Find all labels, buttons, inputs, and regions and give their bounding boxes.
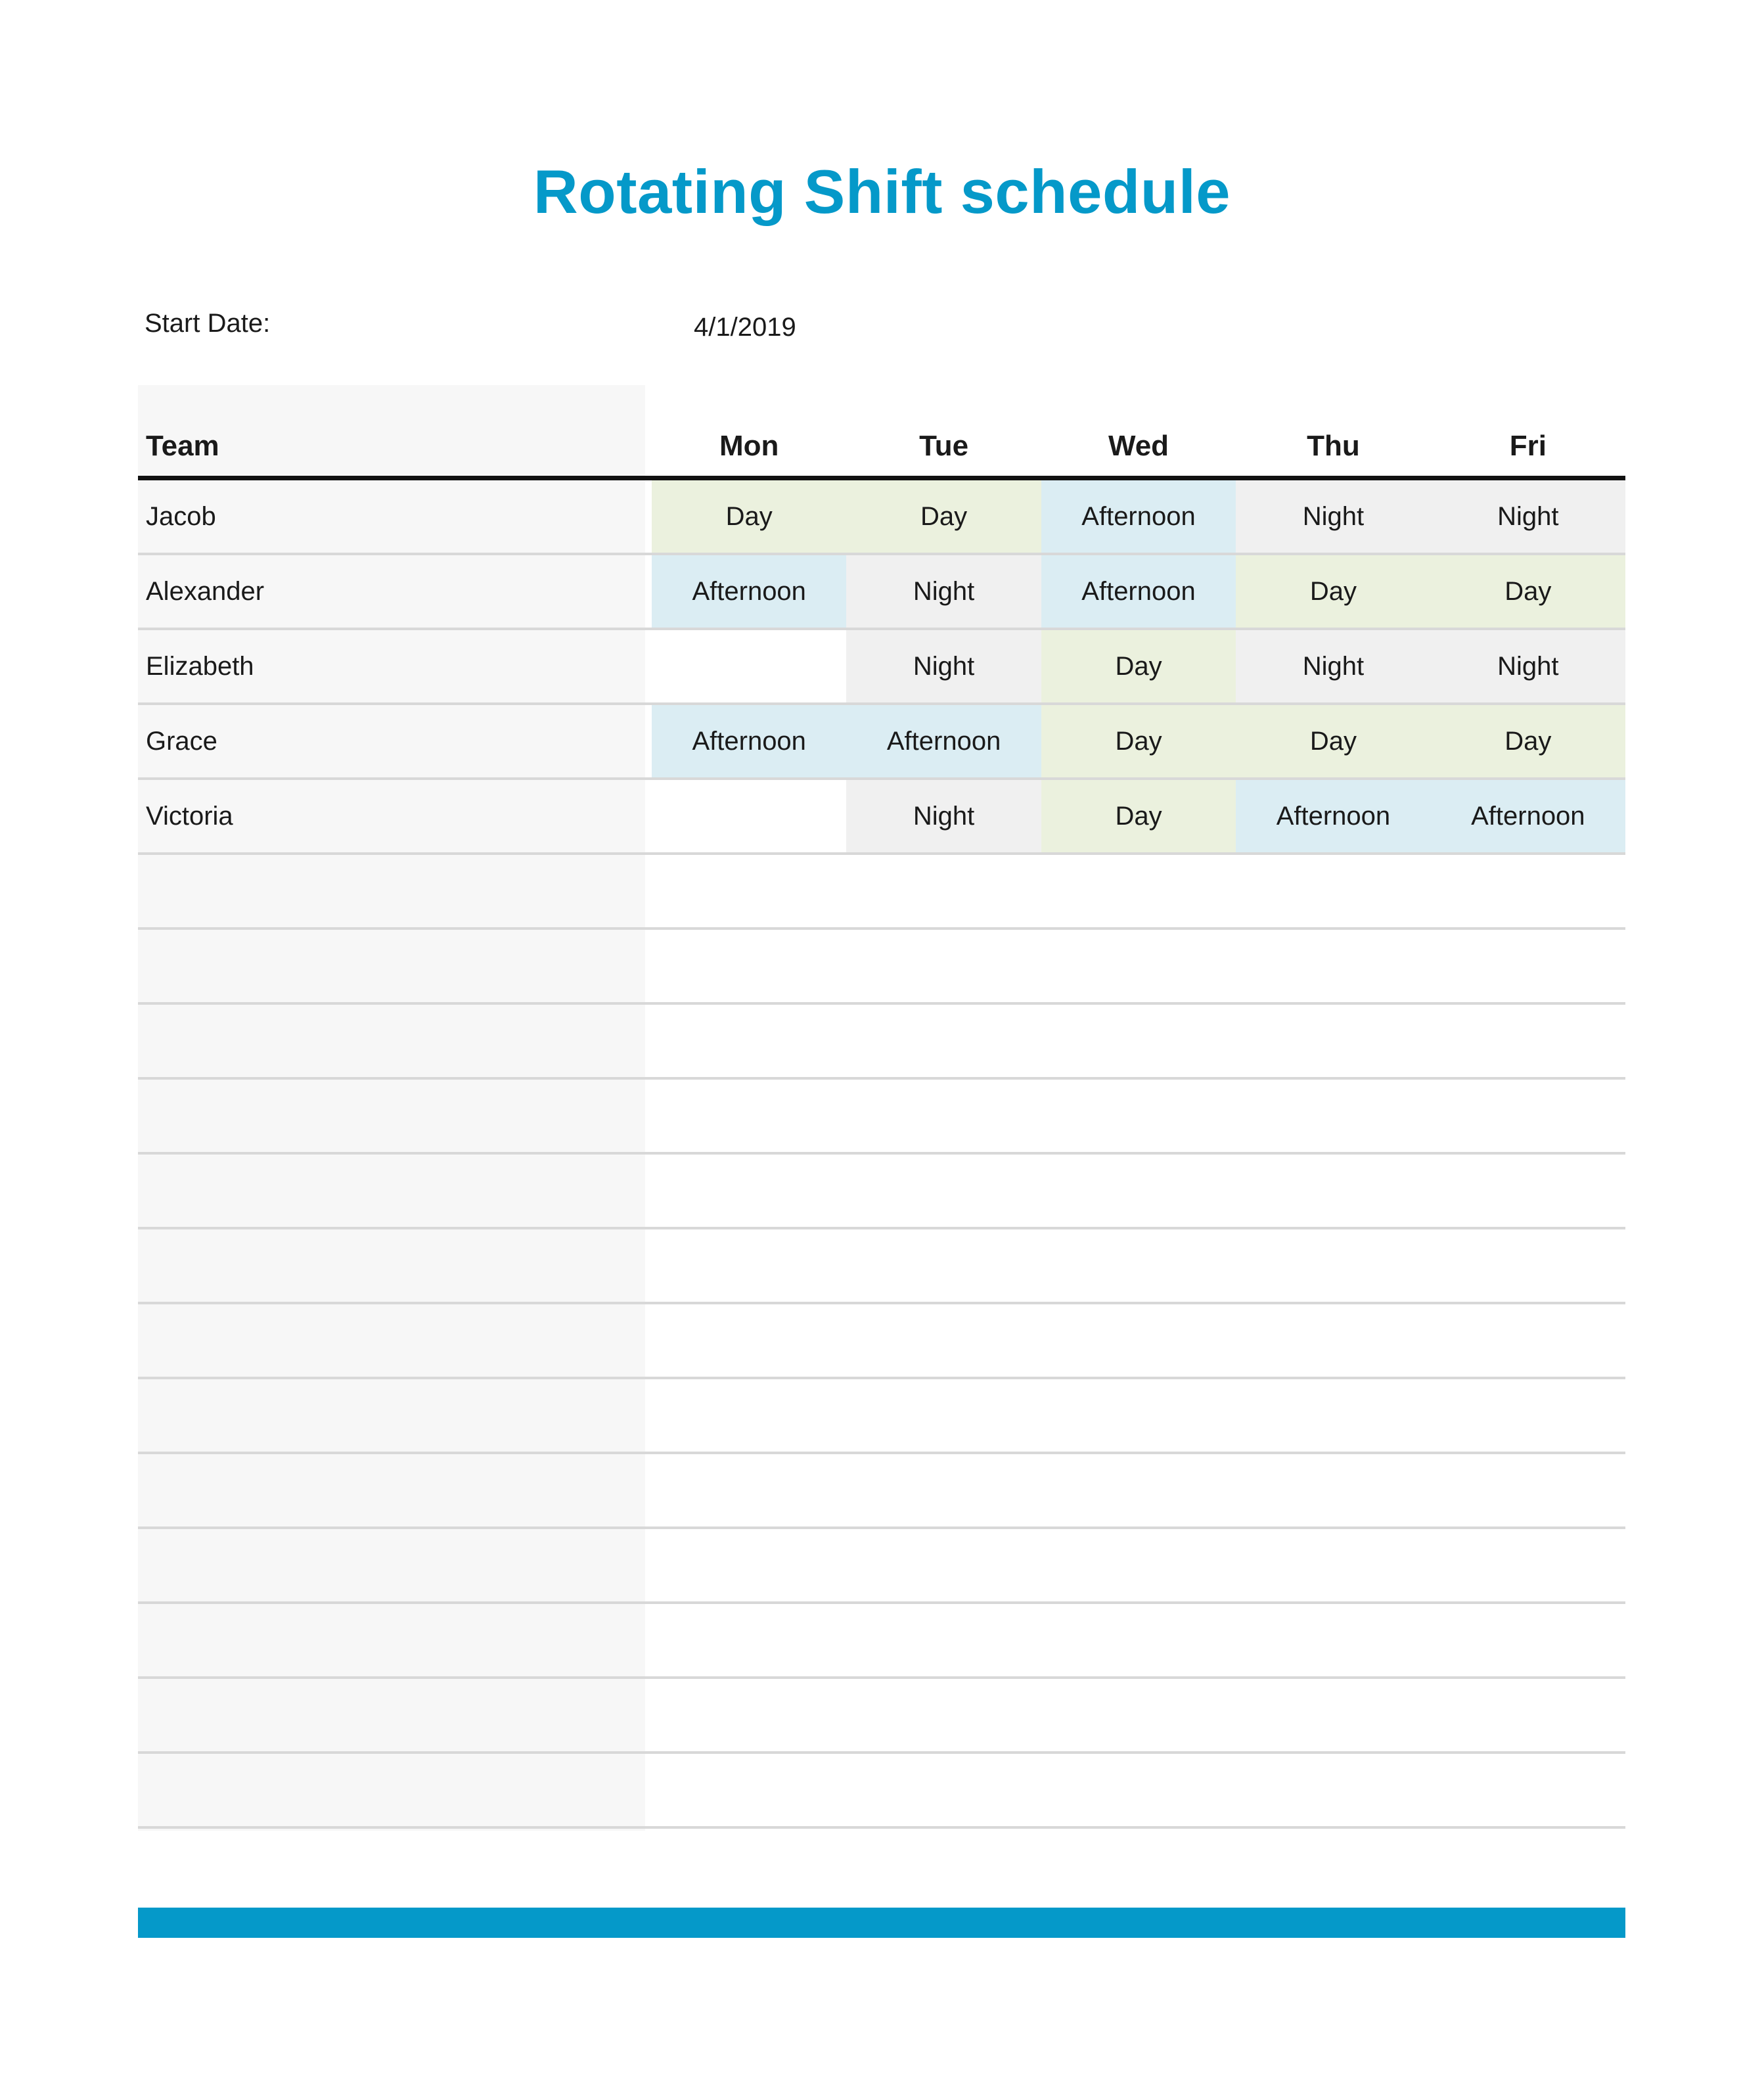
empty-shift-cell[interactable] [1431,1754,1625,1826]
empty-shift-cell[interactable] [1041,930,1236,1002]
empty-name-cell[interactable] [138,1080,645,1152]
table-row [138,630,1625,705]
empty-shift-cell[interactable] [1041,1379,1236,1452]
team-member-name[interactable]: Grace [146,726,217,756]
empty-shift-cell[interactable] [846,1229,1041,1302]
team-member-name[interactable]: Victoria [146,801,233,831]
shift-cell[interactable]: Day [1236,555,1430,628]
empty-shift-cell[interactable] [652,1080,846,1152]
table-row [138,705,1625,780]
empty-shift-cell[interactable] [652,930,846,1002]
empty-shift-cell[interactable] [1236,1080,1430,1152]
empty-shift-cell[interactable] [846,1304,1041,1377]
shift-cell[interactable]: Afternoon [1041,555,1236,628]
page-title: Rotating Shift schedule [533,157,1231,226]
empty-shift-cell[interactable] [846,1005,1041,1077]
empty-shift-cell[interactable] [652,1304,846,1377]
empty-shift-cell[interactable] [846,1529,1041,1601]
empty-shift-cell[interactable] [1236,1229,1430,1302]
shift-cell[interactable] [652,630,846,702]
shift-cell[interactable]: Day [1041,780,1236,852]
empty-shift-cell[interactable] [1236,930,1430,1002]
empty-shift-cell[interactable] [1236,1529,1430,1601]
shift-cell[interactable] [652,780,846,852]
empty-name-cell[interactable] [138,1604,645,1676]
shift-cell[interactable]: Afternoon [1041,480,1236,553]
empty-name-cell[interactable] [138,1529,645,1601]
empty-shift-cell[interactable] [846,855,1041,927]
empty-name-cell[interactable] [138,930,645,1002]
empty-shift-cell[interactable] [652,1379,846,1452]
empty-name-cell[interactable] [138,855,645,927]
shift-cell[interactable]: Day [1431,705,1625,777]
empty-shift-cell[interactable] [1041,1529,1236,1601]
column-header-team: Team [146,430,219,462]
table-row [138,555,1625,630]
empty-shift-cell[interactable] [1431,1604,1625,1676]
empty-shift-cell[interactable] [652,1454,846,1526]
team-member-name[interactable]: Elizabeth [146,651,254,681]
empty-shift-cell[interactable] [652,1754,846,1826]
empty-shift-cell[interactable] [1431,1155,1625,1227]
shift-cell[interactable]: Day [652,480,846,553]
empty-row [138,1155,1625,1229]
team-member-name[interactable]: Alexander [146,576,265,606]
shift-cell[interactable]: Day [846,480,1041,553]
table-row [138,480,1625,555]
empty-shift-cell[interactable] [1041,1229,1236,1302]
shift-cell[interactable]: Day [1431,555,1625,628]
column-header-wed: Wed [1108,430,1169,462]
empty-name-cell[interactable] [138,1679,645,1751]
empty-shift-cell[interactable] [652,1679,846,1751]
empty-shift-cell[interactable] [1431,1304,1625,1377]
empty-shift-cell[interactable] [1236,855,1430,927]
empty-shift-cell[interactable] [652,855,846,927]
empty-row [138,1679,1625,1754]
shift-cell[interactable]: Night [1431,630,1625,702]
empty-shift-cell[interactable] [1236,1155,1430,1227]
empty-row [138,1005,1625,1080]
empty-shift-cell[interactable] [1431,1005,1625,1077]
empty-shift-cell[interactable] [652,1604,846,1676]
empty-name-cell[interactable] [138,1304,645,1377]
empty-shift-cell[interactable] [1041,1155,1236,1227]
empty-shift-cell[interactable] [846,1604,1041,1676]
empty-shift-cell[interactable] [1431,1529,1625,1601]
column-header-mon: Mon [719,430,779,462]
empty-shift-cell[interactable] [1236,1379,1430,1452]
empty-shift-cell[interactable] [1041,1754,1236,1826]
empty-shift-cell[interactable] [652,1155,846,1227]
footer-bar [138,1908,1625,1938]
empty-shift-cell[interactable] [1041,1080,1236,1152]
empty-shift-cell[interactable] [1236,1005,1430,1077]
empty-shift-cell[interactable] [846,1155,1041,1227]
empty-name-cell[interactable] [138,1229,645,1302]
empty-shift-cell[interactable] [1041,1454,1236,1526]
empty-row [138,1754,1625,1829]
table-row [138,780,1625,855]
empty-shift-cell[interactable] [846,1379,1041,1452]
shift-cell[interactable]: Night [846,630,1041,702]
empty-row [138,930,1625,1005]
empty-row [138,1529,1625,1604]
empty-shift-cell[interactable] [1236,1454,1430,1526]
schedule-table [138,385,1625,1829]
empty-shift-cell[interactable] [1431,930,1625,1002]
empty-shift-cell[interactable] [1431,1379,1625,1452]
column-header-thu: Thu [1307,430,1360,462]
shift-cell[interactable]: Day [1236,705,1430,777]
empty-row [138,1080,1625,1155]
empty-row [138,1379,1625,1454]
shift-cell[interactable]: Afternoon [1236,780,1430,852]
empty-shift-cell[interactable] [846,1754,1041,1826]
empty-shift-cell[interactable] [1041,1604,1236,1676]
column-header-tue: Tue [919,430,969,462]
shift-cell[interactable]: Day [1041,705,1236,777]
empty-name-cell[interactable] [138,1005,645,1077]
empty-shift-cell[interactable] [1041,1304,1236,1377]
empty-shift-cell[interactable] [1041,855,1236,927]
empty-shift-cell[interactable] [1431,1229,1625,1302]
empty-name-cell[interactable] [138,1155,645,1227]
empty-row [138,1454,1625,1529]
empty-shift-cell[interactable] [1236,1679,1430,1751]
empty-shift-cell[interactable] [1431,1454,1625,1526]
empty-name-cell[interactable] [138,1379,645,1452]
shift-cell[interactable]: Night [1236,630,1430,702]
shift-cell[interactable]: Night [846,780,1041,852]
empty-shift-cell[interactable] [1431,1679,1625,1751]
shift-cell[interactable]: Day [1041,630,1236,702]
empty-row [138,1304,1625,1379]
empty-shift-cell[interactable] [1431,855,1625,927]
empty-shift-cell[interactable] [846,930,1041,1002]
shift-cell[interactable]: Afternoon [652,705,846,777]
start-date-label: Start Date: [145,309,271,338]
empty-shift-cell[interactable] [846,1679,1041,1751]
empty-shift-cell[interactable] [652,1529,846,1601]
team-member-name[interactable]: Jacob [146,501,216,531]
empty-shift-cell[interactable] [652,1229,846,1302]
empty-shift-cell[interactable] [1236,1754,1430,1826]
table-header [138,385,1625,480]
shift-cell[interactable]: Afternoon [1431,780,1625,852]
empty-shift-cell[interactable] [846,1454,1041,1526]
empty-name-cell[interactable] [138,1754,645,1826]
empty-shift-cell[interactable] [1236,1304,1430,1377]
empty-shift-cell[interactable] [846,1080,1041,1152]
empty-row [138,855,1625,930]
empty-name-cell[interactable] [138,1454,645,1526]
shift-cell[interactable]: Afternoon [652,555,846,628]
shift-cell[interactable]: Night [846,555,1041,628]
start-date-value[interactable]: 4/1/2019 [694,313,796,342]
shift-cell[interactable]: Night [1236,480,1430,553]
shift-cell[interactable]: Afternoon [846,705,1041,777]
empty-row [138,1604,1625,1679]
empty-shift-cell[interactable] [1041,1005,1236,1077]
empty-row [138,1229,1625,1304]
empty-shift-cell[interactable] [1041,1679,1236,1751]
empty-shift-cell[interactable] [1431,1080,1625,1152]
empty-shift-cell[interactable] [652,1005,846,1077]
table-body [138,480,1625,1829]
empty-shift-cell[interactable] [1236,1604,1430,1676]
column-header-fri: Fri [1509,430,1547,462]
shift-cell[interactable]: Night [1431,480,1625,553]
